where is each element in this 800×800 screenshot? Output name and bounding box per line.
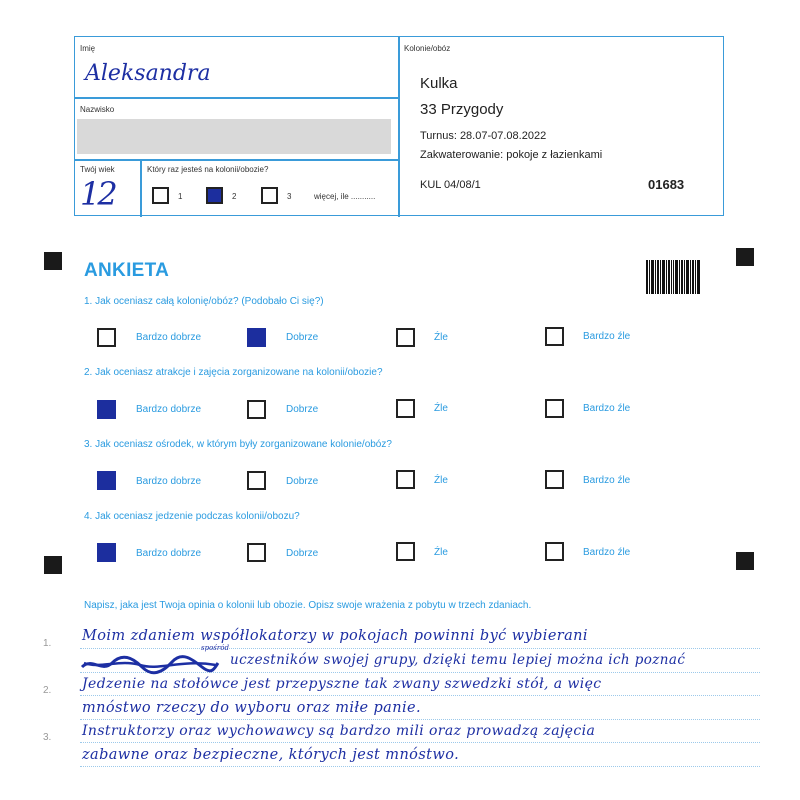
answer-text-line-3: Jedzenie na stołówce jest przepyszne tak zwany szwedzki stół, a więc <box>82 676 602 692</box>
q2-label-good: Dobrze <box>286 404 319 415</box>
surname-label: Nazwisko <box>80 105 115 114</box>
answer-line-1 <box>80 648 760 649</box>
q1-checkbox-good[interactable] <box>247 328 266 347</box>
times-option-more: więcej, ile ........... <box>314 192 376 201</box>
q1-label-bad: Źle <box>434 332 448 343</box>
q1-checkbox-very-bad[interactable] <box>545 327 564 346</box>
q3-label-very-good: Bardzo dobrze <box>136 476 202 487</box>
name-value[interactable]: Aleksandra <box>85 61 211 86</box>
q4-checkbox-very-bad[interactable] <box>545 542 564 561</box>
times-checkbox-3[interactable] <box>261 187 278 204</box>
q1-label-very-good: Bardzo dobrze <box>136 332 202 343</box>
registration-marker-bottom-right <box>736 552 754 570</box>
registration-marker-bottom-left <box>44 556 62 574</box>
q2-checkbox-very-bad[interactable] <box>545 399 564 418</box>
registration-marker-top-left <box>44 252 62 270</box>
answer-text-line-2: uczestników swojej grupy, dzięki temu lepiej można ich poznać <box>230 652 686 668</box>
q2-checkbox-bad[interactable] <box>396 399 415 418</box>
q4-checkbox-very-good[interactable] <box>97 543 116 562</box>
times-option-2: 2 <box>232 192 237 201</box>
answer-line-5 <box>80 742 760 743</box>
q2-label-very-bad: Bardzo źle <box>583 403 631 414</box>
barcode-icon <box>646 260 700 294</box>
opinion-number-3: 3. <box>43 732 52 743</box>
q4-checkbox-good[interactable] <box>247 543 266 562</box>
q2-checkbox-good[interactable] <box>247 400 266 419</box>
turnus-dates: Turnus: 28.07-07.08.2022 <box>420 130 547 142</box>
name-label: Imię <box>80 44 96 53</box>
accommodation: Zakwaterowanie: pokoje z łazienkami <box>420 149 603 161</box>
times-option-1: 1 <box>178 192 183 201</box>
q3-label-very-bad: Bardzo źle <box>583 475 631 486</box>
answer-text-line-6: zabawne oraz bezpieczne, których jest mnóstwo. <box>82 747 460 763</box>
form-number: 01683 <box>648 177 685 192</box>
answer-text-line-4: mnóstwo rzeczy do wyboru oraz miłe panie. <box>82 700 421 716</box>
age-label: Twój wiek <box>80 165 115 174</box>
times-checkbox-2[interactable] <box>206 187 223 204</box>
opinion-number-1: 1. <box>43 638 52 649</box>
answer-line-6 <box>80 766 760 767</box>
question-4: 4. Jak oceniasz jedzenie podczas kolonii/obozu? <box>84 511 300 522</box>
answer-text-line-1: Moim zdaniem współlokatorzy w pokojach powinni być wybierani <box>82 628 588 644</box>
participant-info-box <box>74 36 724 216</box>
q3-label-good: Dobrze <box>286 476 319 487</box>
answer-line-4 <box>80 719 760 720</box>
answer-line-3 <box>80 695 760 696</box>
camp-code: KUL 04/08/1 <box>420 179 481 191</box>
times-label: Który raz jesteś na kolonii/obozie? <box>147 165 269 174</box>
times-option-3: 3 <box>287 192 292 201</box>
q4-label-bad: Źle <box>434 547 448 558</box>
survey-title: ANKIETA <box>84 260 170 281</box>
q4-label-very-bad: Bardzo źle <box>583 547 631 558</box>
question-2: 2. Jak oceniasz atrakcje i zajęcia zorganizowane na kolonii/obozie? <box>84 367 383 378</box>
q1-checkbox-bad[interactable] <box>396 328 415 347</box>
q2-label-bad: Źle <box>434 403 448 414</box>
opinion-number-2: 2. <box>43 685 52 696</box>
times-checkbox-1[interactable] <box>152 187 169 204</box>
q1-label-very-bad: Bardzo źle <box>583 331 631 342</box>
camp-name: Kulka <box>420 75 458 92</box>
answer-text-line-5: Instruktorzy oraz wychowawcy są bardzo mili oraz prowadzą zajęcia <box>82 723 596 739</box>
camp-program: 33 Przygody <box>420 101 504 118</box>
q4-checkbox-bad[interactable] <box>396 542 415 561</box>
crossed-out-scribble <box>80 653 220 675</box>
q2-checkbox-very-good[interactable] <box>97 400 116 419</box>
q3-checkbox-bad[interactable] <box>396 470 415 489</box>
question-1: 1. Jak oceniasz całą kolonię/obóz? (Podobało Ci się?) <box>84 296 324 307</box>
q1-label-good: Dobrze <box>286 332 319 343</box>
q1-checkbox-very-good[interactable] <box>97 328 116 347</box>
opinion-prompt: Napisz, jaka jest Twoja opinia o kolonii lub obozie. Opisz swoje wrażenia z pobytu w trzech zdaniach. <box>84 600 532 611</box>
q2-label-very-good: Bardzo dobrze <box>136 404 202 415</box>
question-3: 3. Jak oceniasz ośrodek, w którym były zorganizowane kolonie/obóz? <box>84 439 392 450</box>
q4-label-very-good: Bardzo dobrze <box>136 548 202 559</box>
surname-redacted-field <box>77 119 391 154</box>
q3-label-bad: Źle <box>434 475 448 486</box>
q3-checkbox-very-bad[interactable] <box>545 470 564 489</box>
q4-label-good: Dobrze <box>286 548 319 559</box>
q3-checkbox-good[interactable] <box>247 471 266 490</box>
camp-label: Kolonie/obóz <box>404 44 451 53</box>
q3-checkbox-very-good[interactable] <box>97 471 116 490</box>
registration-marker-top-right <box>736 248 754 266</box>
age-value[interactable]: 12 <box>80 175 115 213</box>
inserted-word: spośród <box>201 644 229 652</box>
